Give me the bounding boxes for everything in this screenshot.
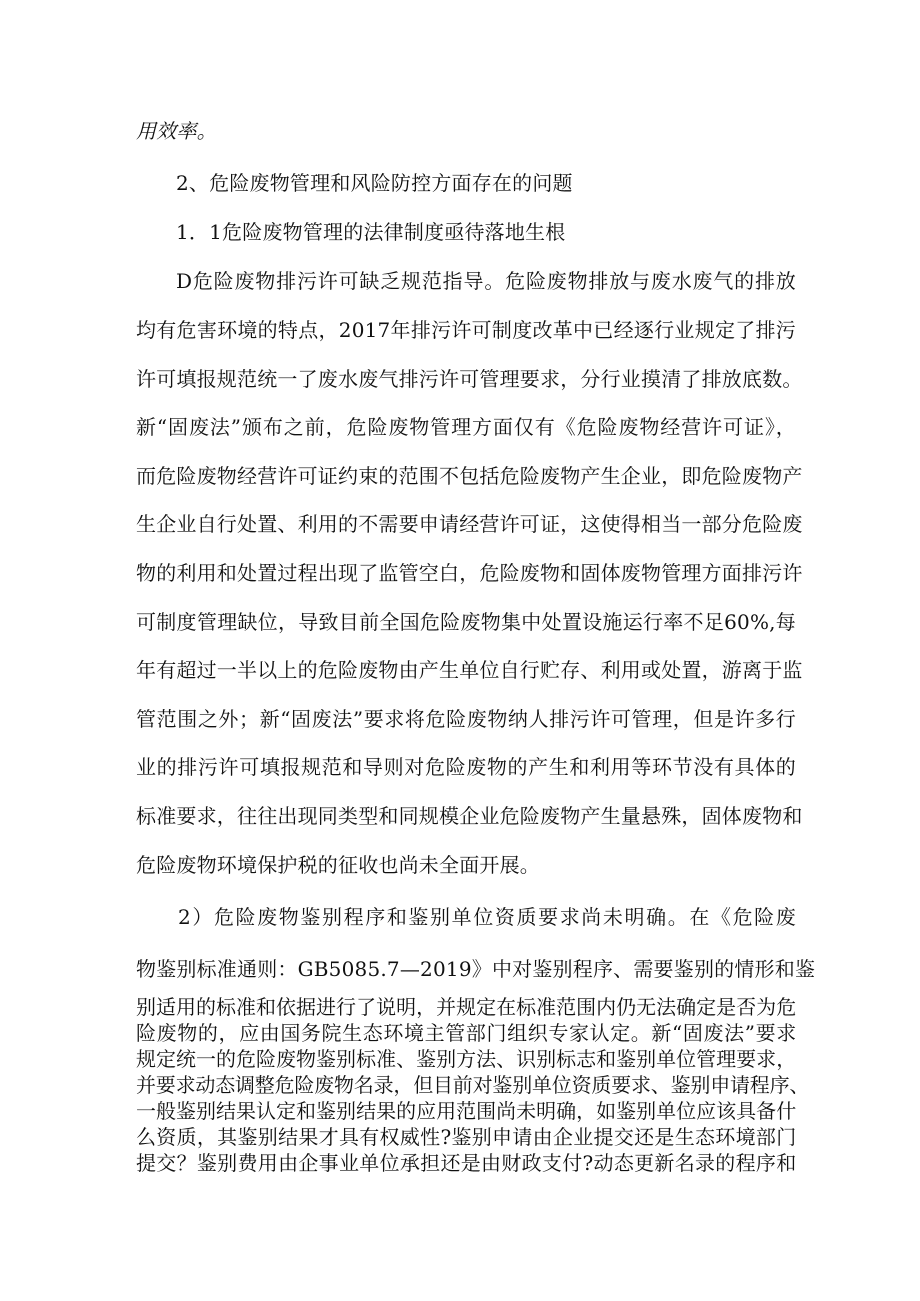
section-heading: 2、危险废物管理和风险防控方面存在的问题: [176, 171, 573, 195]
paragraph-line: 物的利用和处置过程出现了监管空白，危险废物和固体废物管理方面排污许: [136, 561, 803, 585]
paragraph-line: 均有危害环境的特点，2017年排污许可制度改革中已经逐行业规定了排污: [136, 318, 796, 342]
paragraph-line: 一般鉴别结果认定和鉴别结果的应用范围尚未明确，如鉴别单位应该具备什: [136, 1099, 796, 1123]
paragraph-line: 并要求动态调整危险废物名录，但目前对鉴别单位资质要求、鉴别申请程序、: [136, 1073, 810, 1097]
paragraph-line: 生企业自行处置、利用的不需要申请经营许可证，这使得相当一部分危险废: [136, 512, 803, 536]
subsection-heading: 1．1危险废物管理的法律制度亟待落地生根: [176, 220, 566, 244]
paragraph-line: 2）危险废物鉴别程序和鉴别单位资质要求尚未明确。在《危险废: [178, 905, 796, 929]
paragraph-line: 许可填报规范统一了废水废气排污许可管理要求，分行业摸清了排放底数。: [136, 367, 803, 391]
paragraph-line: 新“固废法”颁布之前，危险废物管理方面仅有《危险废物经营许可证》，: [136, 415, 796, 439]
paragraph-line: 么资质，其鉴别结果才具有权威性?鉴别申请由企业提交还是生态环境部门: [136, 1125, 796, 1149]
text-line: 用效率。: [136, 119, 217, 143]
paragraph-line: D危险废物排污许可缺乏规范指导。危险废物排放与废水废气的排放: [176, 269, 796, 293]
paragraph-line: 可制度管理缺位，导致目前全国危险废物集中处置设施运行率不足60%,每: [136, 610, 796, 634]
paragraph-line: 标准要求，往往出现同类型和同规模企业危险废物产生量悬殊，固体废物和: [136, 804, 803, 828]
paragraph-line: 险废物的，应由国务院生态环境主管部门组织专家认定。新“固废法”要求: [136, 1021, 796, 1045]
paragraph-line: 业的排污许可填报规范和导则对危险废物的产生和利用等环节没有具体的: [136, 755, 796, 779]
paragraph-line: 管范围之外；新“固废法”要求将危险废物纳人排污许可管理，但是许多行: [136, 707, 796, 731]
paragraph-line: 危险废物环境保护税的征收也尚未全面开展。: [136, 853, 540, 877]
paragraph-line: 提交？鉴别费用由企事业单位承担还是由财政支付?动态更新名录的程序和: [136, 1151, 796, 1175]
paragraph-line: 而危险废物经营许可证约束的范围不包括危险废物产生企业，即危险废物产: [136, 464, 803, 488]
paragraph-line: 物鉴别标准通则：GB5085.7—2019》中对鉴别程序、需要鉴别的情形和鉴: [136, 957, 816, 981]
paragraph-line: 规定统一的危险废物鉴别标准、鉴别方法、识别标志和鉴别单位管理要求，: [136, 1047, 796, 1071]
paragraph-line: 年有超过一半以上的危险废物由产生单位自行贮存、利用或处置，游离于监: [136, 658, 803, 682]
paragraph-line: 别适用的标准和依据进行了说明，并规定在标准范围内仍无法确定是否为危: [136, 995, 796, 1019]
